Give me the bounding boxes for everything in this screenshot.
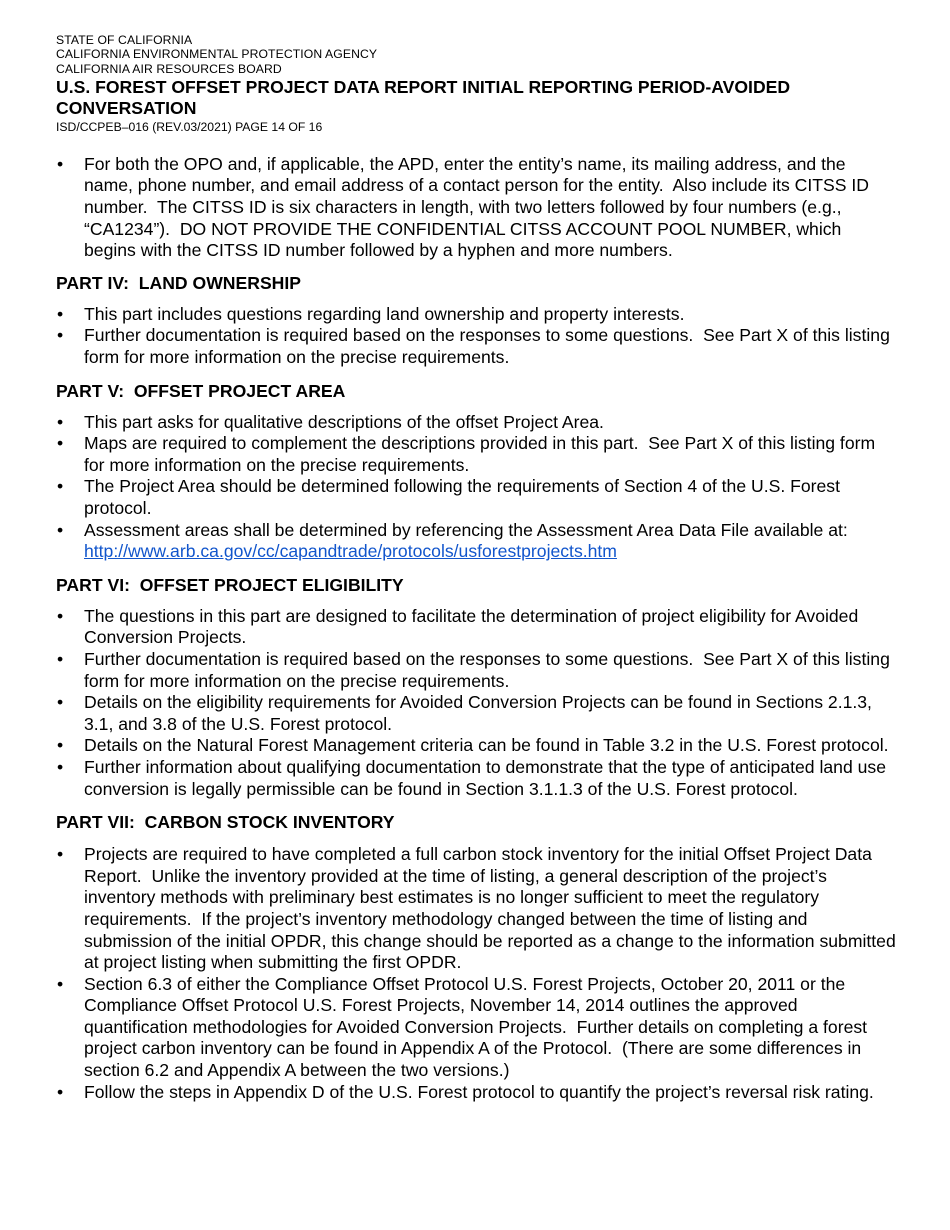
bullet-icon: • (57, 735, 64, 756)
bullet-icon: • (57, 648, 64, 669)
list-item: • This part asks for qualitative descriptions of the offset Project Area. (57, 411, 604, 432)
document-title: U.S. FOREST OFFSET PROJECT DATA REPORT INITIAL REPORTING PERIOD-AVOIDED CONVERSATION (56, 76, 791, 118)
list-item: • For both the OPO and, if applicable, the APD, enter the entity’s name, its mailing address, and the name, phone number, and email address of a contact person for the entity. Also include its CITSS ID number. The CITSS ID is six characters in length, with two letters followed by four numbers (e.g., “CA1234”). DO NOT PROVIDE THE CONFIDENTIAL CITSS ACCOUNT POOL NUMBER, which begins with the CITSS ID number followed by a hyphen and more numbers. (57, 153, 874, 261)
list-item: • Section 6.3 of either the Compliance Offset Protocol U.S. Forest Projects, October 20, 2011 or the Compliance Offset Protocol U.S. Forest Projects, November 14, 2014 outlines the approved quantification methodologies for Avoided Conversion Projects. Further details on completing a forest project carbon inventory can be found in Appendix A of the Protocol. (There are some differences in section 6.2 and Appendix A between the two versions.) (57, 973, 872, 1081)
list-item: • Assessment areas shall be determined by referencing the Assessment Area Data File available at: http://www.arb.ca.gov/cc/capandtrade/protocols/usforestprojects.htm (57, 519, 853, 562)
form-id-page-number: ISD/CCPEB–016 (REV.03/2021) PAGE 14 OF 16 (56, 119, 323, 134)
bullet-icon: • (57, 519, 64, 540)
document-header (56, 33, 896, 134)
part-vi-list (56, 606, 896, 800)
list-item: • Further information about qualifying documentation to demonstrate that the type of anticipated land use conversion is legally permissible can be found in Section 3.1.1.3 of the U.S. Forest protocol. (57, 756, 891, 799)
header-board: CALIFORNIA AIR RESOURCES BOARD (56, 61, 282, 76)
bullet-icon: • (57, 605, 64, 626)
list-item: • Further documentation is required based on the responses to some questions. See Part X of this listing form for more information on the precise requirements. (57, 648, 895, 691)
bullet-icon: • (57, 692, 64, 713)
list-item: • Projects are required to have completed a full carbon stock inventory for the initial Offset Project Data Report. Unlike the inventory provided at the time of listing, a general description of the project’s inventory methods with preliminary best estimates is no longer sufficient to meet the regulatory requirements. If the project’s inventory methodology changed between the time of listing and submission of the initial OPDR, this change should be reported as a change to the information submitted at project listing when submitting the first OPDR. (57, 844, 901, 973)
bullet-icon: • (57, 973, 64, 994)
bullet-icon: • (57, 476, 64, 497)
bullet-icon: • (57, 844, 64, 865)
list-item: • The Project Area should be determined following the requirements of Section 4 of the U.S. Forest protocol. (57, 476, 845, 519)
section-title-part-vii: PART VII: CARBON STOCK INVENTORY (56, 812, 395, 833)
list-item: • Details on the Natural Forest Management criteria can be found in Table 3.2 in the U.S. Forest protocol. (57, 735, 889, 756)
bullet-icon: • (57, 433, 64, 454)
list-item: • Details on the eligibility requirements for Avoided Conversion Projects can be found in Sections 2.1.3, 3.1, and 3.8 of the U.S. Forest protocol. (57, 692, 877, 734)
list-item: • The questions in this part are designed to facilitate the determination of project eligibility for Avoided Conversion Projects. (57, 605, 864, 648)
bullet-icon: • (57, 153, 64, 174)
bullet-icon: • (57, 325, 64, 346)
section-title-part-vi: PART VI: OFFSET PROJECT ELIGIBILITY (56, 574, 404, 595)
document-page (56, 33, 901, 1103)
list-item: • This part includes questions regarding land ownership and property interests. (57, 303, 685, 324)
bullet-icon: • (57, 303, 64, 324)
header-agency: CALIFORNIA ENVIRONMENTAL PROTECTION AGENCY (56, 47, 378, 62)
part-v-list (56, 412, 896, 563)
assessment-area-data-file-link[interactable]: http://www.arb.ca.gov/cc/capandtrade/protocols/usforestprojects.htm (84, 541, 617, 562)
list-item: • Maps are required to complement the descriptions provided in this part. See Part X of this listing form for more information on the precise requirements. (57, 433, 881, 475)
section-title-part-iv: PART IV: LAND OWNERSHIP (56, 272, 302, 293)
list-item: • Follow the steps in Appendix D of the U.S. Forest protocol to quantify the project’s reversal risk rating. (57, 1081, 874, 1102)
section-title-part-v: PART V: OFFSET PROJECT AREA (56, 380, 346, 401)
header-state: STATE OF CALIFORNIA (56, 33, 193, 47)
list-item: • Further documentation is required based on the responses to some questions. See Part X of this listing form for more information on the precise requirements. (57, 325, 895, 368)
bullet-icon: • (57, 1081, 64, 1102)
bullet-icon: • (57, 756, 64, 777)
part-iv-list (56, 304, 896, 369)
part-vii-list (56, 844, 901, 1103)
bullet-icon: • (57, 411, 64, 432)
intro-list (56, 154, 896, 262)
